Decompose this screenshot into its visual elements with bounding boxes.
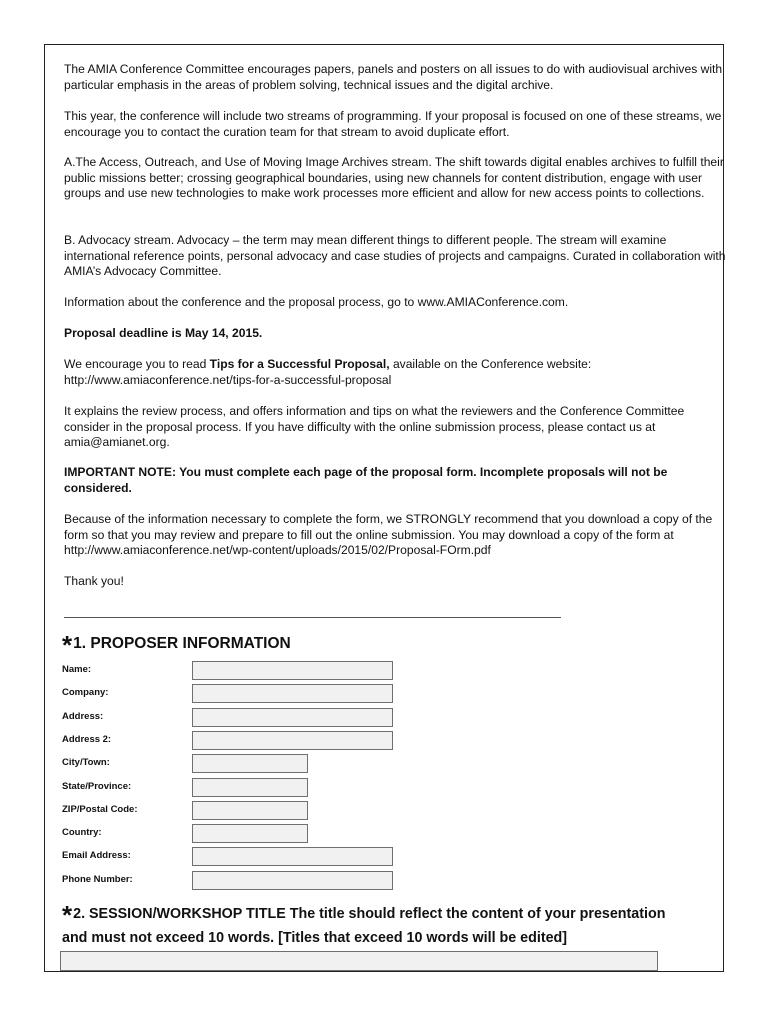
tips-prefix: We encourage you to read <box>64 357 210 371</box>
state-row <box>62 778 402 798</box>
important-note <box>64 465 729 496</box>
zip-label: ZIP/Postal Code: <box>62 804 138 815</box>
conference-info-paragraph: Information about the conference and the proposal process, go to www.AMIAConference.com. <box>64 295 569 309</box>
city-row <box>62 754 402 774</box>
company-row <box>62 684 402 704</box>
deadline-bold: Proposal deadline is May 14, 2015. <box>64 326 263 340</box>
address-2-row <box>62 731 402 751</box>
address-label: Address: <box>62 711 104 722</box>
address-row <box>62 708 402 728</box>
required-star-icon: * <box>62 900 73 930</box>
address-input[interactable] <box>192 708 393 727</box>
state-label: State/Province: <box>62 781 132 792</box>
phone-label: Phone Number: <box>62 874 133 885</box>
thank-you-text: Thank you! <box>64 574 124 588</box>
city-input[interactable] <box>192 754 308 773</box>
required-star-icon: * <box>62 630 73 660</box>
email-row <box>62 847 402 867</box>
download-line-1: Because of the information necessary to complete the form, we STRONGLY recommend that you download a copy of the <box>64 512 713 526</box>
name-row <box>62 661 402 681</box>
section-2-title-line-1: 2. SESSION/WORKSHOP TITLE The title should reflect the content of your presentation <box>73 906 666 922</box>
tips-suffix: available on the Conference website: <box>389 357 592 371</box>
state-input[interactable] <box>192 778 308 797</box>
section-2-title-line-2: and must not exceed 10 words. [Titles that exceed 10 words will be edited] <box>62 930 568 946</box>
section-1-heading <box>62 630 291 660</box>
email-input[interactable] <box>192 847 393 866</box>
email-label: Email Address: <box>62 850 131 861</box>
phone-row <box>62 871 402 891</box>
review-process-paragraph: It explains the review process, and offers information and tips on what the reviewers and the Conference Committee consider in the proposal process. If you have difficulty with the online submission process, please contact us at amia@amianet.org. <box>64 404 685 450</box>
country-input[interactable] <box>192 824 308 843</box>
country-row <box>62 824 402 844</box>
zip-row <box>62 801 402 821</box>
section-2-heading <box>62 900 742 950</box>
name-input[interactable] <box>192 661 393 680</box>
important-note-bold: IMPORTANT NOTE: You must complete each page of the proposal form. Incomplete proposals will not be considered. <box>64 465 668 495</box>
access-stream-paragraph: A.The Access, Outreach, and Use of Moving Image Archives stream. The shift towards digital enables archives to fulfill their public missions better; crossing geographical boundaries, using new channels for content distribution, engage with user groups and use new technologies to make work processes more efficient and allow for new access points to collections. <box>64 155 724 201</box>
name-label: Name: <box>62 664 92 675</box>
address-2-label: Address 2: <box>62 734 112 745</box>
download-line-2: form so that you may review and prepare to fill out the online submission. You may download a copy of the form at <box>64 527 674 542</box>
tips-paragraph <box>64 357 729 388</box>
form-download-link[interactable]: http://www.amiaconference.net/wp-content/uploads/2015/02/Proposal-FOrm.pdf <box>64 543 491 558</box>
company-input[interactable] <box>192 684 393 703</box>
advocacy-stream-paragraph: B. Advocacy stream. Advocacy – the term may mean different things to different people. The stream will examine international reference points, personal advocacy and case studies of projects and campaigns. Curated in collaboration with AMIA’s Advocacy Committee. <box>64 233 726 279</box>
phone-input[interactable] <box>192 871 393 890</box>
company-label: Company: <box>62 687 109 698</box>
tips-title: Tips for a Successful Proposal, <box>209 357 390 371</box>
section-1-title: 1. PROPOSER INFORMATION <box>73 635 291 652</box>
section-divider <box>64 617 561 618</box>
intro-paragraph-2: This year, the conference will include two streams of programming. If your proposal is focused on one of these streams, we encourage you to contact the curation team for that stream to avoid duplicate effort. <box>64 109 722 139</box>
intro-paragraph-1: The AMIA Conference Committee encourages papers, panels and posters on all issues to do with audiovisual archives with particular emphasis in the areas of problem solving, technical issues and the digital archive. <box>64 62 723 92</box>
country-label: Country: <box>62 827 102 838</box>
download-paragraph <box>64 512 734 559</box>
deadline-text <box>64 326 729 342</box>
session-title-input[interactable] <box>60 951 658 971</box>
city-label: City/Town: <box>62 757 110 768</box>
zip-input[interactable] <box>192 801 308 820</box>
address-2-input[interactable] <box>192 731 393 750</box>
tips-url-link[interactable]: http://www.amiaconference.net/tips-for-a-successful-proposal <box>64 372 392 387</box>
